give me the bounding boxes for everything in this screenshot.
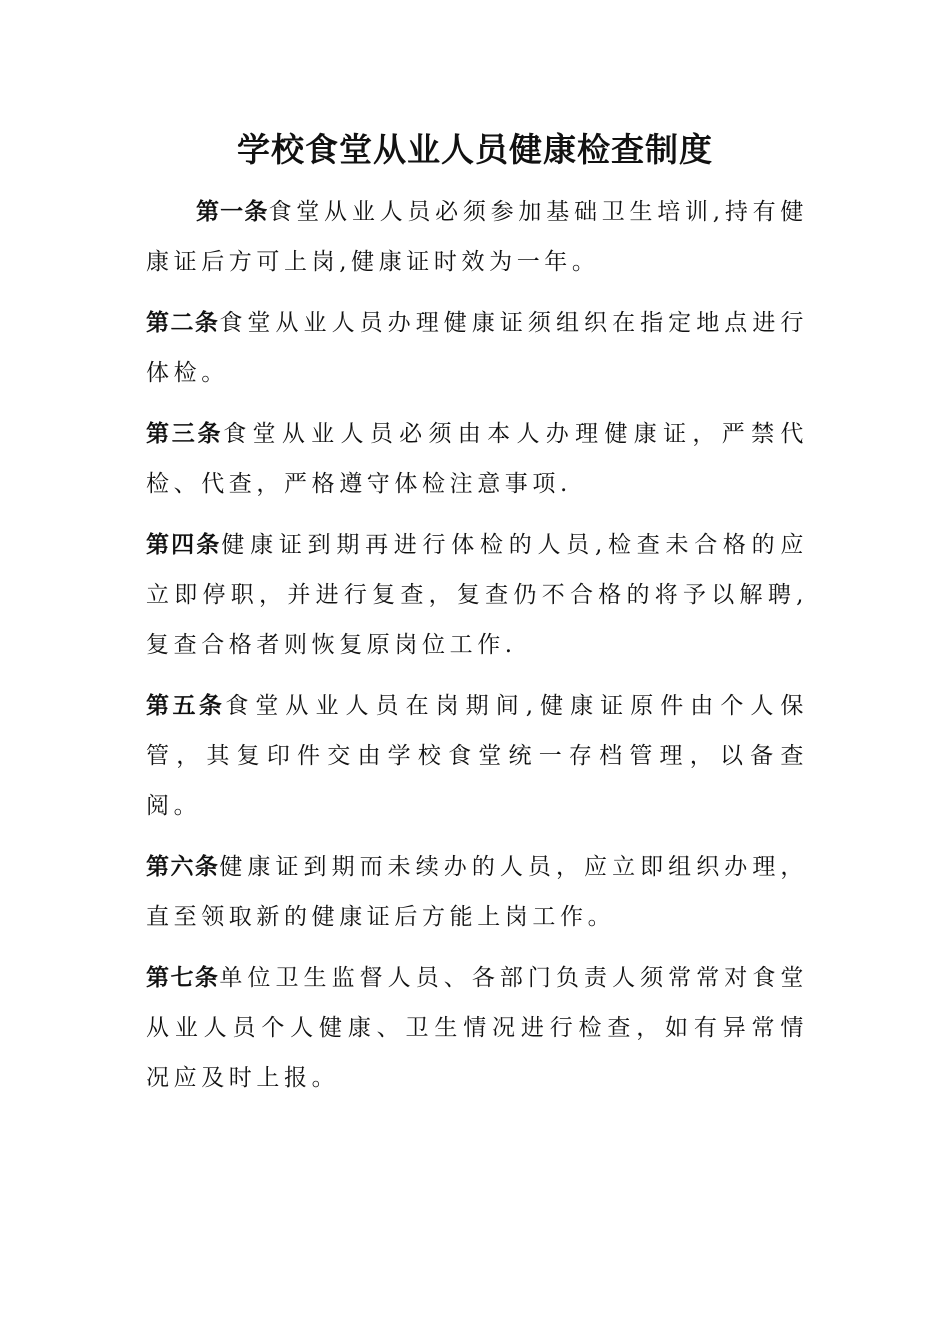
article-5 <box>146 681 808 831</box>
article-text: 食堂从业人员必须由本人办理健康证，严禁代检、代查，严格遵守体检注意事项. <box>146 421 809 497</box>
article-number: 第五条 <box>146 693 226 719</box>
article-text: 单位卫生监督人员、各部门负责人须常常对食堂从业人员个人健康、卫生情况进行检查，如有异常情况应及时上报。 <box>146 965 808 1091</box>
article-2 <box>146 298 808 398</box>
article-4 <box>146 520 808 670</box>
article-text: 食堂从业人员办理健康证须组织在指定地点进行体检。 <box>146 310 808 386</box>
article-text: 食堂从业人员必须参加基础卫生培训,持有健康证后方可上岗,健康证时效为一年。 <box>146 199 809 275</box>
article-number: 第二条 <box>146 310 220 336</box>
document-title: 学校食堂从业人员健康检查制度 <box>237 130 713 169</box>
article-number: 第一条 <box>196 199 269 225</box>
article-1 <box>146 187 808 287</box>
article-number: 第三条 <box>146 421 224 447</box>
article-3 <box>146 409 808 509</box>
article-7 <box>146 953 808 1103</box>
article-number: 第六条 <box>146 854 220 880</box>
article-list <box>146 187 808 1114</box>
article-text: 健康证到期再进行体检的人员,检查未合格的应立即停职，并进行复查，复查仍不合格的将予以解聘,复查合格者则恢复原岗位工作. <box>146 532 808 658</box>
article-text: 食堂从业人员在岗期间,健康证原件由个人保管，其复印件交由学校食堂统一存档管理，以备查阅。 <box>146 693 809 819</box>
article-number: 第四条 <box>146 532 222 558</box>
article-6 <box>146 842 808 942</box>
article-text: 健康证到期而未续办的人员，应立即组织办理，直至领取新的健康证后方能上岗工作。 <box>146 854 808 930</box>
article-number: 第七条 <box>146 965 220 991</box>
